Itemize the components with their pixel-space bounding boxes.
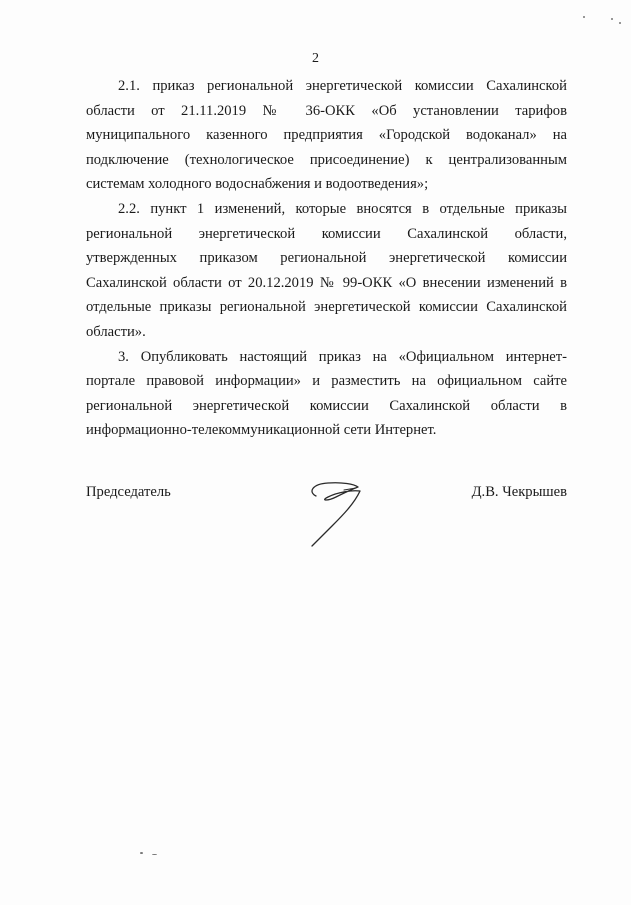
- scan-speck: [611, 18, 613, 20]
- paragraph-2-2: 2.2. пункт 1 изменений, которые вносятся в отдельные приказы региональной энергетической комиссии Сахалинской области, утвержденных приказом региональной энергетической комиссии Сахалинской области от 20.12.2019 № 99-ОКК «О внесении изменений в отдельные приказы региональной энергетической комиссии Сахалинской области».: [86, 200, 567, 340]
- scan-speck: [152, 854, 157, 855]
- scan-speck: [619, 22, 621, 24]
- paragraph-3: 3. Опубликовать настоящий приказ на «Официальном интернет-портале правовой информации» и разместить на официальном сайте региональной энергетической комиссии Сахалинской области в информационно-телекоммуникационной сети Интернет.: [86, 348, 567, 439]
- scan-speck: [140, 852, 143, 854]
- scan-speck: [583, 16, 585, 18]
- signatory-role: Председатель: [86, 484, 171, 500]
- signatory-name: Д.В. Чекрышев: [471, 484, 567, 500]
- page-number: 2: [312, 51, 319, 66]
- handwritten-signature-icon: [298, 470, 382, 554]
- document-body: [86, 74, 567, 443]
- paragraph-2-1: 2.1. приказ региональной энергетической комиссии Сахалинской области от 21.11.2019 № 36-ОКК «Об установлении тарифов муниципального казенного предприятия «Городской водоканал» на подключение (технологическое присоединение) к централизованным системам холодного водоснабжения и водоотведения»;: [86, 78, 567, 193]
